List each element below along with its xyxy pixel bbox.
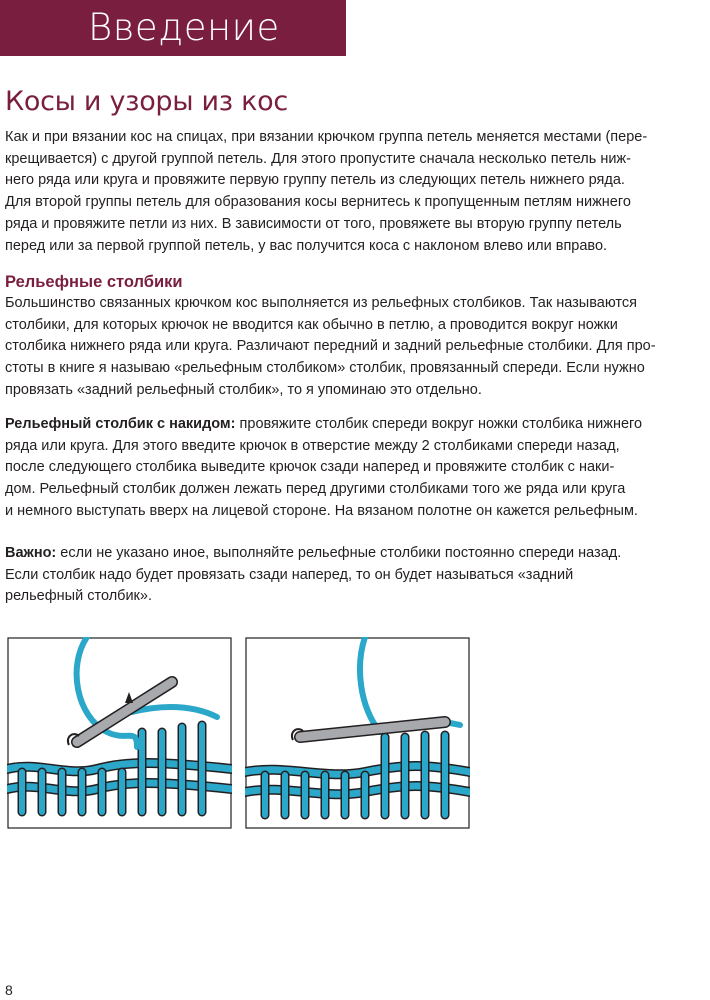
chapter-banner [0, 0, 346, 56]
stitch-line [5, 414, 707, 436]
stitch-line: и немного выступать вверх на лицевой стороне. На вязаном полотне он кажется рельефным. [5, 502, 638, 519]
stitch-term: Рельефный столбик с накидом: [5, 416, 236, 432]
section-title: Косы и узоры из кос [5, 86, 288, 117]
note-term: Важно: [5, 545, 57, 561]
stitch-line: дом. Рельефный столбик должен лежать перед другими столбиками того же ряда или круга [5, 481, 626, 498]
relief-line: столбики, для которых крючок не вводится как обычно в петлю, а проводится вокруг ножки [5, 316, 618, 333]
relief-line: столбика нижнего ряда или круга. Различают передний и задний рельефные столбики. Для про- [5, 338, 656, 355]
subheading-relief-stitches: Рельефные столбики [5, 273, 183, 291]
stitch-first-line: провяжите столбик спереди вокруг ножки столбика нижнего [235, 416, 643, 432]
illustration-finished-relief-stitch [245, 637, 470, 829]
intro-line: ряда и провяжите петли из них. В зависимости от того, провяжете вы вторую группу петель [5, 215, 622, 232]
relief-line: провязать «задний рельефный столбик», то я упоминаю это отдельно. [5, 381, 482, 398]
stitch-paragraph [5, 414, 707, 523]
note-first-line: если не указано иное, выполняйте рельефные столбики постоянно спереди назад. [56, 545, 622, 561]
note-line [5, 543, 707, 565]
stitch-line: после следующего столбика выведите крючок сзади наперед и провяжите столбик с наки- [5, 459, 615, 476]
note-line: рельефный столбик». [5, 588, 152, 605]
intro-line: крещивается) с другой группой петель. Для этого пропустите сначала несколько петель ниж- [5, 150, 631, 167]
relief-paragraph [5, 293, 707, 402]
intro-line: Для второй группы петель для образования косы вернитесь к пропущенным петлям нижнего [5, 194, 631, 211]
intro-line: перед или за первой группой петель, у вас получится коса с наклоном влево или вправо. [5, 237, 608, 254]
chapter-title: Введение [88, 6, 280, 49]
intro-line: Как и при вязании кос на спицах, при вязании крючком группа петель меняется местами (пере- [5, 129, 648, 145]
illustration-front-post-stitch [7, 637, 232, 829]
note-line: Если столбик надо будет провязать сзади наперед, то он будет называться «задний [5, 566, 574, 583]
note-paragraph [5, 543, 707, 608]
page-number: 8 [5, 982, 13, 998]
stitch-line: ряда или круга. Для этого введите крючок в отверстие между 2 столбиками спереди назад, [5, 437, 620, 454]
intro-line: него ряда или круга и провяжите первую группу петель из следующих петель нижнего ряда. [5, 172, 625, 189]
relief-line: стоты в книге я называю «рельефным столбиком» столбик, провязанный спереди. Если нужно [5, 360, 645, 377]
intro-paragraph [5, 127, 707, 257]
relief-line: Большинство связанных крючком кос выполняется из рельефных столбиков. Так называются [5, 295, 637, 311]
